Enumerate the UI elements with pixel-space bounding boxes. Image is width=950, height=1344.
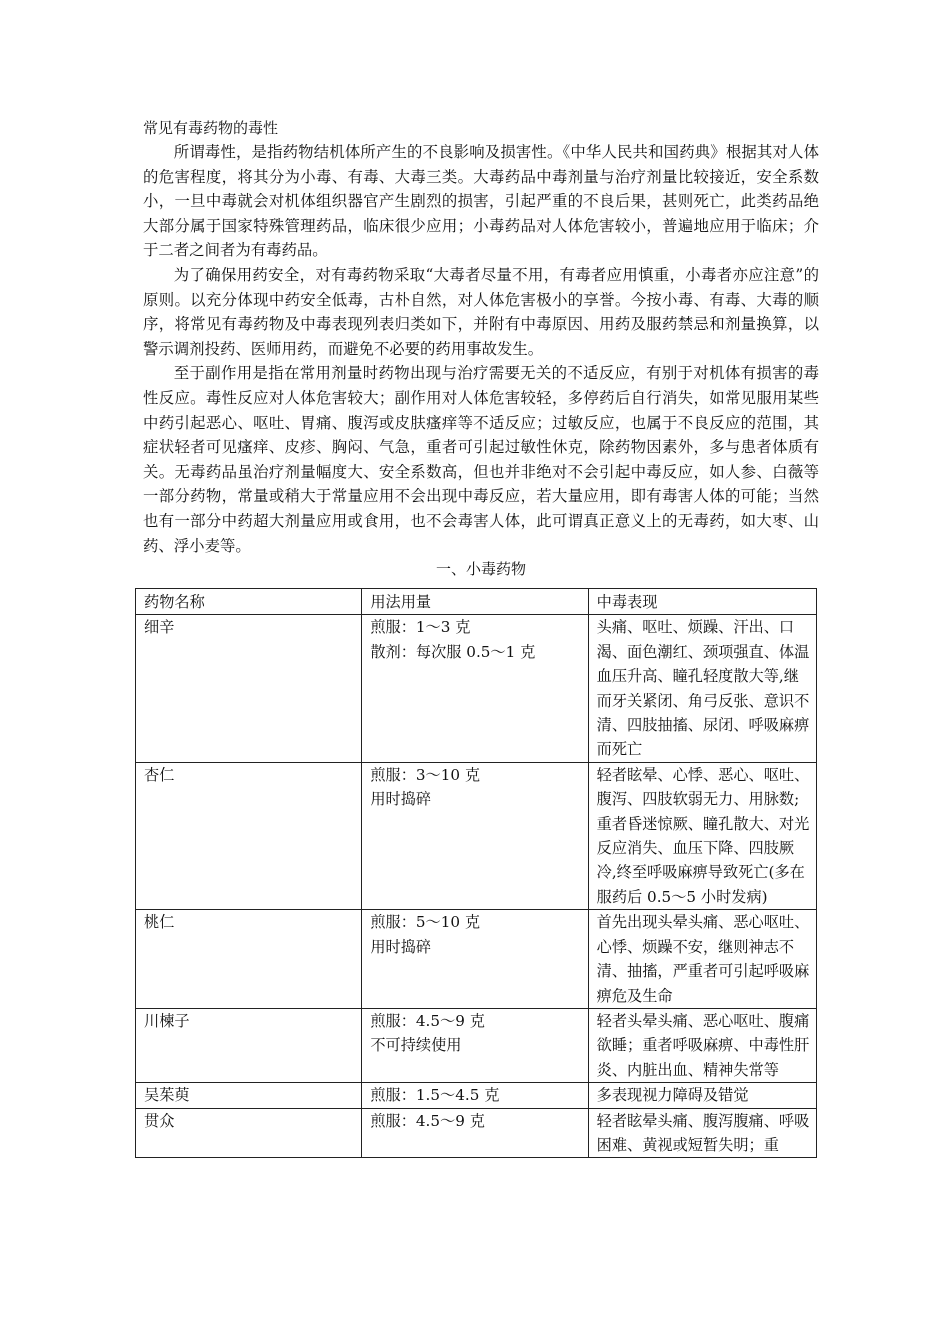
toxicity-cell: 轻者眩晕、心悸、恶心、呕吐、腹泻、四肢软弱无力、用脉数;重者昏迷惊厥、瞳孔散大、对光反应消失、血压下降、四肢厥冷,终至呼吸麻痹导致死亡(多在服药后 0.5～5 小时发病) [588, 762, 816, 909]
paragraph-safety-principle: 为了确保用药安全，对有毒药物采取“大毒者尽量不用，有毒者应用慎重，小毒者亦应注意”的原则。以充分体现中药安全低毒，古朴自然，对人体危害极小的享誉。今按小毒、有毒、大毒的顺序，将常见有毒药物及中毒表现列表归类如下，并附有中毒原因、用药及服药禁忌和剂量换算，以警示调剂投药、医师用药，而避免不必要的药用事故发生。 [143, 265, 819, 358]
usage-line: 用时捣碎 [370, 790, 432, 809]
toxicity-cell: 轻者头晕头痛、恶心呕吐、腹痛欲睡；重者呼吸麻痹、中毒性肝炎、内脏出血、精神失常等 [588, 1008, 816, 1082]
usage-line: 不可持续使用 [370, 1036, 462, 1055]
usage-cell [362, 1108, 588, 1158]
drug-name-cell: 杏仁 [136, 762, 362, 909]
usage-cell [362, 1083, 588, 1108]
usage-line: 煎服：3～10 克 [370, 765, 481, 784]
drug-name-cell: 细辛 [136, 615, 362, 762]
header-usage-dosage: 用法用量 [362, 589, 588, 615]
header-drug-name: 药物名称 [136, 589, 362, 615]
usage-line: 煎服：1～3 克 [370, 618, 471, 637]
drug-name-cell: 吴茱萸 [136, 1083, 362, 1108]
paragraph-side-effects: 至于副作用是指在常用剂量时药物出现与治疗需要无关的不适反应，有别于对机体有损害的毒性反应。毒性反应对人体危害较大；副作用对人体危害较轻，多停药后自行消失，如常见服用某些中药引起恶心、呕吐、胃痛、腹泻或皮肤瘙痒等不适反应；过敏反应，也属于不良反应的范围，其症状轻者可见瘙痒、皮疹、胸闷、气急，重者可引起过敏性休克，除药物因素外，多与患者体质有关。无毒药品虽治疗剂量幅度大、安全系数高，但也并非绝对不会引起中毒反应，如人参、白薇等一部分药物，常量或稍大于常量应用不会出现中毒反应，若大量应用，即有毒害人体的可能；当然也有一部分中药超大剂量应用或食用，也不会毒害人体，此可谓真正意义上的无毒药，如大枣、山药、浮小麦等。 [143, 364, 819, 555]
drug-name-cell: 桃仁 [136, 910, 362, 1009]
document-title: 常见有毒药物的毒性 [143, 119, 279, 137]
table-row [136, 615, 817, 762]
usage-line: 煎服：4.5～9 克 [370, 1011, 485, 1030]
usage-line: 煎服：1.5～4.5 克 [370, 1086, 500, 1105]
toxicity-cell: 轻者眩晕头痛、腹泻腹痛、呼吸困难、黄视或短暂失明；重 [588, 1108, 816, 1158]
table-row [136, 1108, 817, 1158]
usage-line: 煎服：4.5～9 克 [370, 1111, 485, 1130]
table-row [136, 910, 817, 1009]
paragraph-toxicity-definition: 所谓毒性，是指药物结机体所产生的不良影响及损害性。《中华人民共和国药典》根据其对人体的危害程度，将其分为小毒、有毒、大毒三类。大毒药品中毒剂量与治疗剂量比较接近，安全系数小，一旦中毒就会对机体组织器官产生剧烈的损害，引起严重的不良后果，甚则死亡，此类药品绝大部分属于国家特殊管理药品，临床很少应用；小毒药品对人体危害较小，普遍地应用于临床；介于二者之间者为有毒药品。 [143, 143, 819, 260]
table-row [136, 1083, 817, 1108]
table-caption: 一、小毒药物 [435, 560, 526, 579]
drug-name-cell: 川楝子 [136, 1008, 362, 1082]
usage-line: 煎服：5～10 克 [370, 913, 481, 932]
document-page [143, 116, 819, 580]
table-header-row [136, 589, 817, 615]
mild-toxicity-drug-table [135, 588, 817, 1158]
usage-cell [362, 1008, 588, 1082]
toxicity-cell: 多表现视力障碍及错觉 [588, 1083, 816, 1108]
header-toxicity-symptoms: 中毒表现 [588, 589, 816, 615]
toxicity-cell: 首先出现头晕头痛、恶心呕吐、心悸、烦躁不安，继则神志不清、抽搐，严重者可引起呼吸麻痹危及生命 [588, 910, 816, 1009]
table-row [136, 1008, 817, 1082]
toxicity-cell: 头痛、呕吐、烦躁、汗出、口渴、面色潮红、颈项强直、体温血压升高、瞳孔轻度散大等,继而牙关紧闭、角弓反张、意识不清、四肢抽搐、尿闭、呼吸麻痹而死亡 [588, 615, 816, 762]
usage-cell [362, 615, 588, 762]
table-row [136, 762, 817, 909]
usage-cell [362, 762, 588, 909]
usage-cell [362, 910, 588, 1009]
usage-line: 散剂：每次服 0.5～1 克 [370, 642, 536, 661]
drug-name-cell: 贯众 [136, 1108, 362, 1158]
usage-line: 用时捣碎 [370, 937, 432, 956]
